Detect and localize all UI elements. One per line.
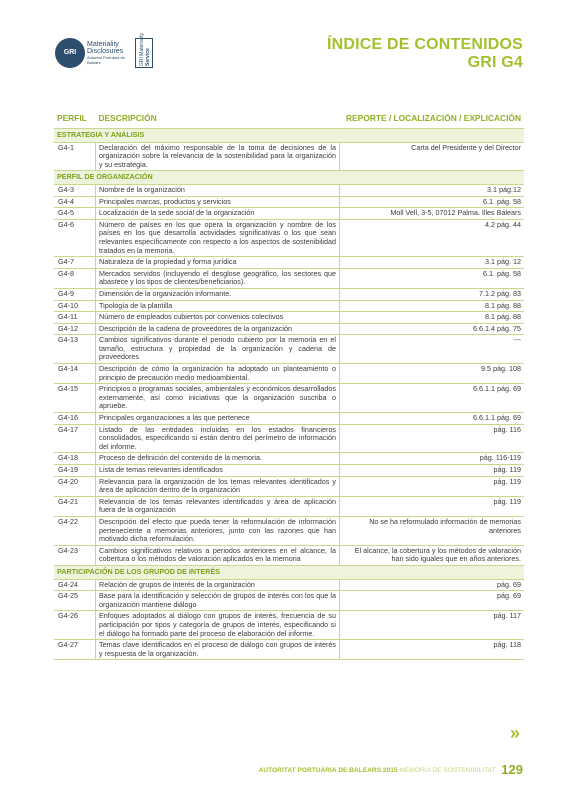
- section-title: PARTICIPACIÓN DE LOS GRUPOD DE INTERÉS: [54, 565, 524, 579]
- indicator-reference: Moll Vell, 3-5, 07012 Palma. Illes Balears: [340, 208, 525, 220]
- table-row: [54, 323, 524, 335]
- indicator-reference: 3.1 pág.12: [340, 184, 525, 196]
- page-title: [327, 36, 523, 72]
- indicator-reference: 8.1 pág. 88: [340, 300, 525, 312]
- indicator-reference: pág. 119: [340, 496, 525, 516]
- indicator-reference: pág. 69: [340, 579, 525, 591]
- indicator-description: Base para la identificación y selección de grupos de interés con los que la organización mantiene diálogo: [96, 591, 340, 611]
- section-title: PERFIL DE ORGANIZACIÓN: [54, 171, 524, 185]
- indicator-description: Declaración del máximo responsable de la toma de decisiones de la organización sobre la relevancia de la sostenibilidad para la organización y su estrategia.: [96, 142, 340, 171]
- indicator-description: Número de empleados cubiertos por convenios colectivos: [96, 312, 340, 324]
- table-row: [54, 142, 524, 171]
- page-footer: [259, 762, 523, 777]
- section-title: ESTRATEGIA Y ANÁLISIS: [54, 129, 524, 143]
- indicator-reference: 9.5 pág. 108: [340, 364, 525, 384]
- header-perfil: PERFIL: [54, 108, 96, 129]
- indicator-description: Principales marcas, productos y servicios: [96, 196, 340, 208]
- indicator-reference: 7.1.2 pág. 83: [340, 288, 525, 300]
- table-row: [54, 453, 524, 465]
- indicator-description: Relevancia de los temas relevantes identificados y área de aplicación fuera de la organización: [96, 496, 340, 516]
- service-badge: [135, 32, 153, 68]
- footer-memoria: MEMÒRIA DE SOSTENIBILITAT: [399, 767, 496, 774]
- header-reporte: REPORTE / LOCALIZACIÓN / EXPLICACIÓN: [340, 108, 525, 129]
- table-row: [54, 268, 524, 288]
- section-header-row: [54, 129, 524, 143]
- logo-text: [87, 41, 131, 65]
- table-row: [54, 476, 524, 496]
- title-line-1: ÍNDICE DE CONTENIDOS: [326, 36, 523, 53]
- indicator-description: Relación de grupos de interés de la organización: [96, 579, 340, 591]
- indicator-description: Principios o programas sociales, ambientales y económicos desarrollados externamente, así como iniciativas que la organización suscriba o apruebe.: [96, 384, 340, 413]
- indicator-code: G4-9: [54, 288, 96, 300]
- indicator-reference: Carta del Presidente y del Director: [340, 142, 525, 171]
- section-header-row: [54, 171, 524, 185]
- indicator-description: Localización de la sede social de la organización: [96, 208, 340, 220]
- indicator-description: Proceso de definición del contenido de la memoria.: [96, 453, 340, 465]
- badge-text-1: GRI Materiality: [139, 32, 145, 66]
- header-descripcion: DESCRIPCIÓN: [96, 108, 340, 129]
- indicator-description: Descripción de la cadena de proveedores de la organización: [96, 323, 340, 335]
- indicator-code: G4-17: [54, 424, 96, 453]
- indicator-description: Temas clave identificados en el proceso de diálogo con grupos de interés y respuesta de la organización.: [96, 640, 340, 660]
- indicator-code: G4-1: [54, 142, 96, 171]
- indicator-description: Lista de temas relevantes identificados: [96, 465, 340, 477]
- indicator-code: G4-13: [54, 335, 96, 364]
- indicator-description: Enfoques adoptados al diálogo con grupos de interés, frecuencia de su participación por tipos y categoría de grupos de interés, especificando si el diálogo ha formado parte del proceso de elaboración del informe.: [96, 611, 340, 640]
- indicator-reference: pág. 116: [340, 424, 525, 453]
- indicator-code: G4-4: [54, 196, 96, 208]
- indicator-reference: 3.1 pág. 12: [340, 257, 525, 269]
- table-row: [54, 196, 524, 208]
- indicator-code: G4-23: [54, 545, 96, 565]
- indicator-reference: 6.6.1.4 pág. 75: [340, 323, 525, 335]
- indicator-reference: 4.2 pág. 44: [340, 219, 525, 256]
- indicator-description: Número de países en los que opera la organización y nombre de los países en los que desarrolla actividades significativas o los que sean relevantes específicamente con respecto a los aspectos de sostenibilidad tratados en la memoria.: [96, 219, 340, 256]
- indicator-reference: 6.6.1.1 pág. 69: [340, 413, 525, 425]
- indicator-code: G4-11: [54, 312, 96, 324]
- gri-materiality-logo: [55, 32, 155, 70]
- page-number: 129: [501, 762, 523, 777]
- table-row: [54, 219, 524, 256]
- gri-globe-icon: GRI: [55, 38, 85, 68]
- table-row: [54, 640, 524, 660]
- indicator-description: Descripción de cómo la organización ha adoptado un planteamiento o principio de precaución medio medioambiental.: [96, 364, 340, 384]
- indicator-reference: No se ha reformulado información de memorias anteriores: [340, 516, 525, 545]
- indicator-description: Naturaleza de la propiedad y forma jurídica: [96, 257, 340, 269]
- table-row: [54, 579, 524, 591]
- title-line-2: GRI G4: [467, 54, 523, 71]
- indicator-reference: pág. 119: [340, 476, 525, 496]
- indicator-code: G4-15: [54, 384, 96, 413]
- table-header-row: [54, 108, 524, 129]
- indicator-reference: 6.1. pág. 58: [340, 268, 525, 288]
- logo-line-1: Materiality: [87, 41, 119, 48]
- indicator-code: G4-19: [54, 465, 96, 477]
- table-row: [54, 545, 524, 565]
- indicator-code: G4-20: [54, 476, 96, 496]
- indicator-reference: ---: [340, 335, 525, 364]
- indicator-code: G4-7: [54, 257, 96, 269]
- indicator-code: G4-10: [54, 300, 96, 312]
- table-row: [54, 591, 524, 611]
- table-row: [54, 384, 524, 413]
- indicator-code: G4-12: [54, 323, 96, 335]
- table-row: [54, 288, 524, 300]
- gri-index-table: [54, 108, 524, 660]
- indicator-description: Descripción del efecto que pueda tener la reformulación de información perteneciente a memorias anteriores, junto con las razones que han motivado dicha reformulación.: [96, 516, 340, 545]
- logo-line-2: Disclosures: [87, 48, 124, 55]
- indicator-reference: pág. 118: [340, 640, 525, 660]
- indicator-description: Mercados servidos (incluyendo el desglose geográfico, los sectores que abastece y los tipos de clientes/beneficiarios).: [96, 268, 340, 288]
- table-row: [54, 424, 524, 453]
- table-row: [54, 257, 524, 269]
- indicator-reference: pág. 69: [340, 591, 525, 611]
- table-row: [54, 611, 524, 640]
- table-row: [54, 364, 524, 384]
- indicator-description: Tipología de la plantilla: [96, 300, 340, 312]
- indicator-code: G4-5: [54, 208, 96, 220]
- indicator-reference: 6.1. pág. 58: [340, 196, 525, 208]
- indicator-reference: pág. 119: [340, 465, 525, 477]
- indicator-code: G4-8: [54, 268, 96, 288]
- indicator-reference: El alcance, la cobertura y los métodos de valoración han sido iguales que en años anteriores.: [340, 545, 525, 565]
- table-row: [54, 208, 524, 220]
- table-row: [54, 465, 524, 477]
- indicator-reference: pág. 116-119: [340, 453, 525, 465]
- indicator-code: G4-25: [54, 591, 96, 611]
- indicator-code: G4-16: [54, 413, 96, 425]
- indicator-code: G4-3: [54, 184, 96, 196]
- footer-org: AUTORITAT PORTUÀRIA DE BALEARS 2015: [258, 767, 398, 774]
- table-row: [54, 516, 524, 545]
- section-header-row: [54, 565, 524, 579]
- table-row: [54, 413, 524, 425]
- table-row: [54, 300, 524, 312]
- indicator-code: G4-21: [54, 496, 96, 516]
- indicator-description: Nombre de la organización: [96, 184, 340, 196]
- table-row: [54, 335, 524, 364]
- indicator-description: Principales organizaciones a las que pertenece: [96, 413, 340, 425]
- indicator-reference: 6.6.1.1 pág. 69: [340, 384, 525, 413]
- indicator-description: Relevancia para la organización de los temas relevantes identificados y área de aplicación dentro de la organización: [96, 476, 340, 496]
- indicator-code: G4-27: [54, 640, 96, 660]
- indicator-description: Listado de las entidades incluidas en los estados financieros consolidados, especificando si están dentro del perímetro de información del informe.: [96, 424, 340, 453]
- indicator-code: G4-24: [54, 579, 96, 591]
- indicator-reference: pág. 117: [340, 611, 525, 640]
- indicator-code: G4-14: [54, 364, 96, 384]
- indicator-description: Dimensión de la organización informante.: [96, 288, 340, 300]
- badge-text-2: Service: [145, 48, 151, 66]
- logo-line-3: Autoritat Portuària de Balears: [87, 55, 125, 65]
- table-row: [54, 496, 524, 516]
- table-row: [54, 312, 524, 324]
- indicator-description: Cambios significativos relativos a periodos anteriores en el alcance, la cobertura o los métodos de valoración aplicados en la memoria: [96, 545, 340, 565]
- indicator-code: G4-6: [54, 219, 96, 256]
- indicator-code: G4-22: [54, 516, 96, 545]
- table-row: [54, 184, 524, 196]
- next-page-arrow-icon[interactable]: »: [510, 723, 521, 743]
- indicator-code: G4-18: [54, 453, 96, 465]
- indicator-reference: 8.1 pág. 88: [340, 312, 525, 324]
- indicator-code: G4-26: [54, 611, 96, 640]
- indicator-description: Cambios significativos durante el periodo cubierto por la memoria en el tamaño, estructura y propiedad de la organización y cadena de proveedores: [96, 335, 340, 364]
- table-body: [54, 129, 524, 660]
